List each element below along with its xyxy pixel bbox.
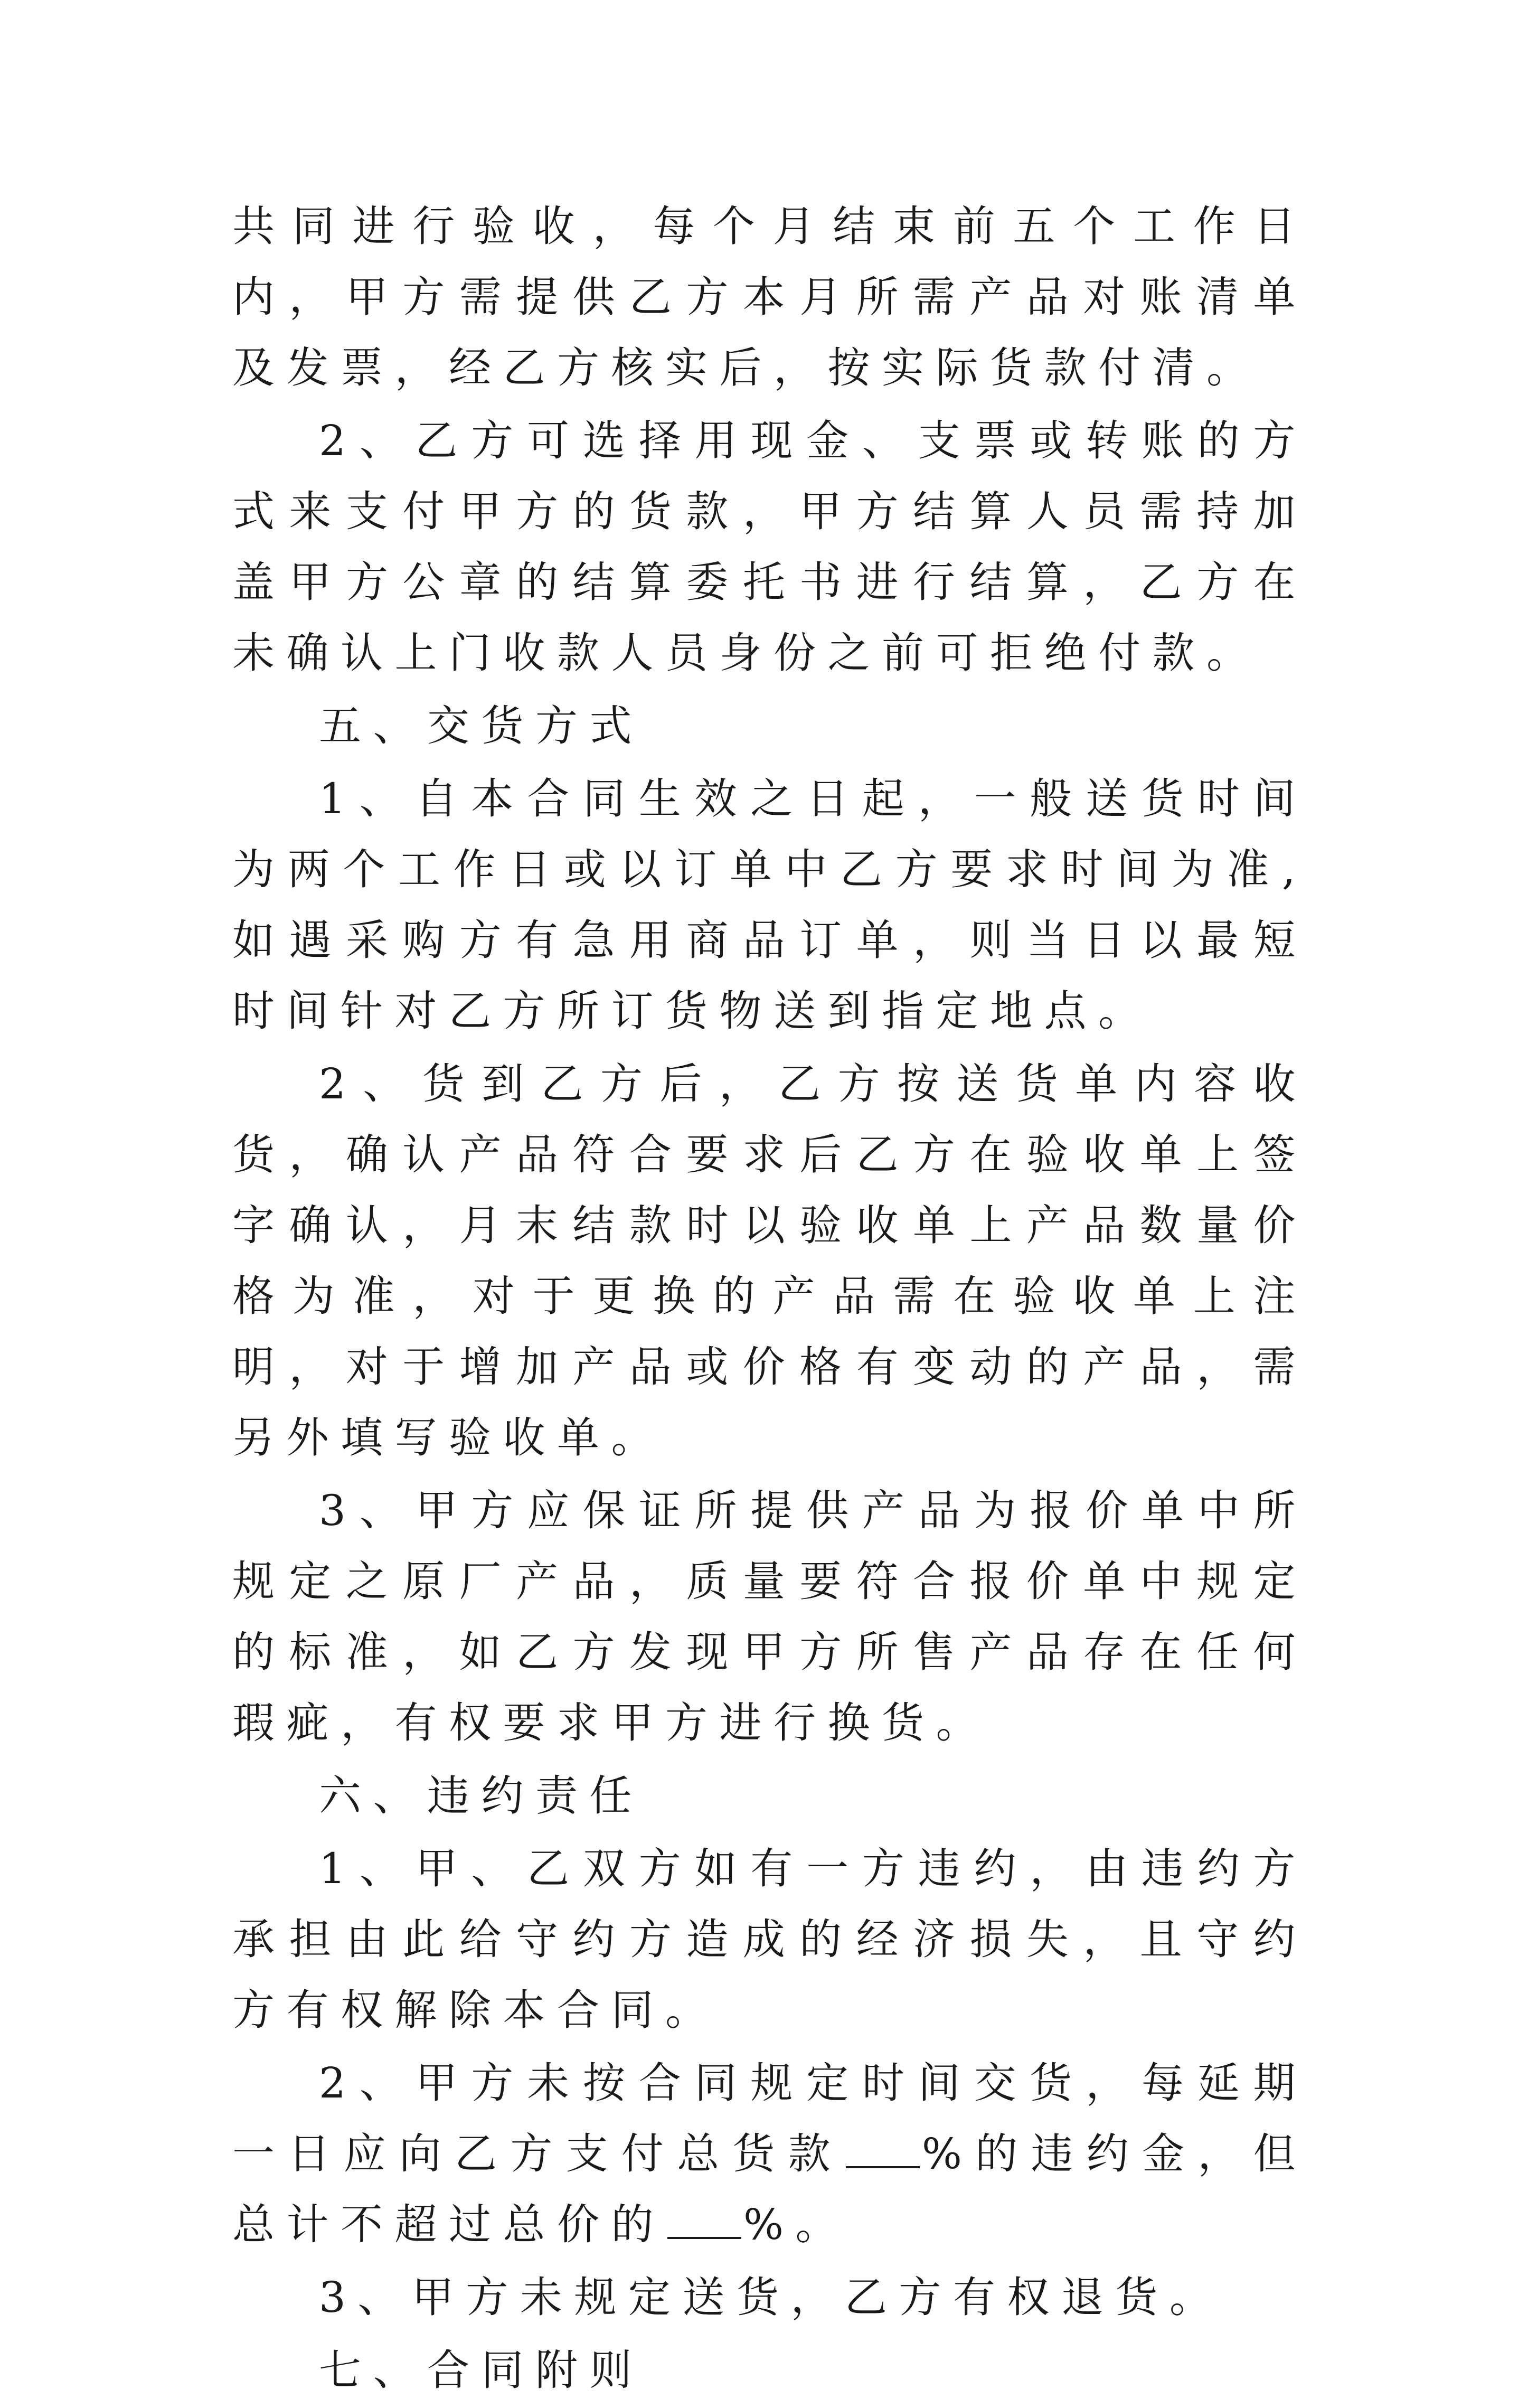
paragraph-delivery-time: 1、自本合同生效之日起，一般送货时间为两个工作日或以订单中乙方要求时间为准,如遇采购方有急用商品订单，则当日以最短时间针对乙方所订货物送到指定地点。 [232,774,1307,1036]
penalty-text-part2: %的违约金，但总计不超过总价的 [232,2129,1308,2249]
paragraph-penalty [232,2048,1307,2260]
paragraph-payment-method: 2、乙方可选择用现金、支票或转账的方式来支付甲方的货款，甲方结算人员需持加盖甲方公章的结算委托书进行结算，乙方在未确认上门收款人员身份之前可拒绝付款。 [232,416,1307,678]
paragraph-delivery-acceptance: 2、货到乙方后，乙方按送货单内容收货，确认产品符合要求后乙方在验收单上签字确认，月末结款时以验收单上产品数量价格为准，对于更换的产品需在验收单上注明，对于增加产品或价格有变动的产品，需另外填写验收单。 [232,1059,1307,1462]
paragraph-payment-continued: 共同进行验收，每个月结束前五个工作日内，甲方需提供乙方本月所需产品对账清单及发票，经乙方核实后，按实际货款付清。 [232,202,1307,392]
penalty-text-part3: %。 [743,2200,850,2249]
section-heading-appendix: 七、合同附则 [319,2346,644,2395]
paragraph-breach: 1、甲、乙双方如有一方违约，由违约方承担由此给守约方造成的经济损失，且守约方有权解除本合同。 [232,1844,1307,2035]
penalty-rate-blank[interactable] [846,2127,920,2168]
contract-text [232,191,1307,2408]
penalty-text-part1: 2、甲方未按合同规定时间交货，每延期一日应向乙方支付总货款 [232,2058,1307,2178]
section-heading-liability: 六、违约责任 [319,1771,644,1820]
section-heading-delivery: 五、交货方式 [319,701,644,750]
paragraph-return-right: 3、甲方未规定送货，乙方有权退货。 [319,2273,1224,2322]
penalty-cap-blank[interactable] [667,2198,741,2239]
paragraph-product-quality: 3、甲方应保证所提供产品为报价单中所规定之原厂产品，质量要符合报价单中规定的标准，如乙方发现甲方所售产品存在任何瑕疵，有权要求甲方进行换货。 [232,1486,1307,1747]
